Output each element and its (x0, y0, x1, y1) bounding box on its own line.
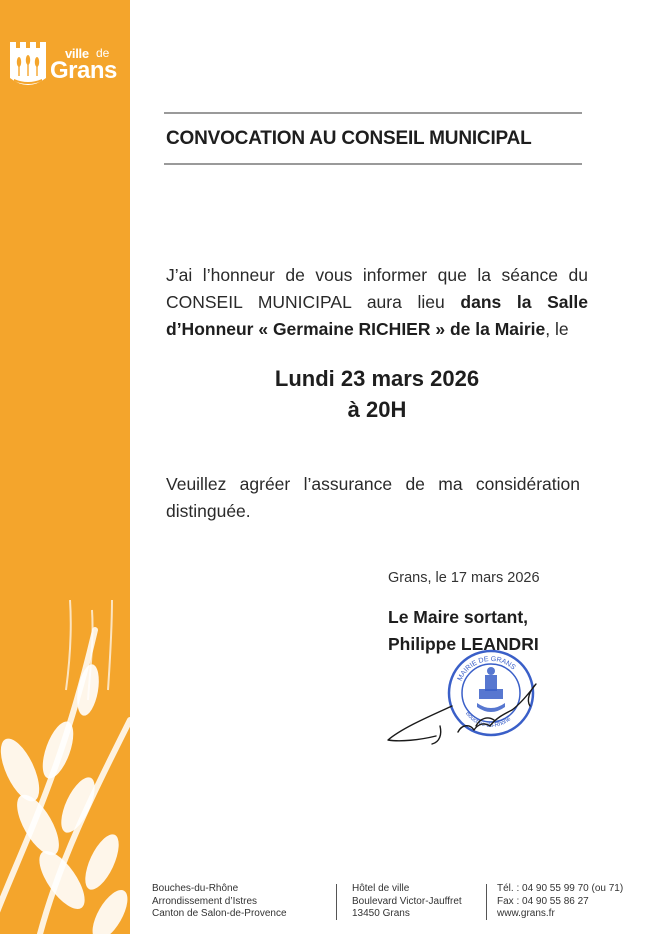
footer-street: Boulevard Victor-Jauffret (352, 895, 462, 907)
mayor-role: Le Maire sortant, (388, 607, 529, 627)
paragraph-line-1: J’ai l’honneur de vous informer que la séance du (166, 265, 588, 285)
logo-grans-text: Grans (50, 57, 117, 84)
mayor-name: Philippe LEANDRI (388, 634, 539, 654)
paragraph-line-3-bold: d’Honneur « Germaine RICHIER » de la Mairie (166, 319, 546, 339)
footer-region (152, 883, 287, 921)
footer-department: Bouches-du-Rhône (152, 883, 239, 894)
paragraph-line-2: CONSEIL MUNICIPAL aura lieu (166, 292, 461, 312)
footer-divider-1 (336, 884, 337, 920)
invitation-paragraph (166, 262, 588, 343)
logo-ville-text: ville (65, 46, 89, 61)
meeting-date: Lundi 23 mars 2026 (274, 366, 480, 391)
document-title: CONVOCATION AU CONSEIL MUNICIPAL (166, 128, 532, 149)
seal-top-text: MAIRIE DE GRANS (456, 655, 517, 683)
logo-de-text: de (96, 46, 110, 60)
meeting-time: à 20H (347, 397, 407, 422)
footer-fax: Fax : 04 90 55 86 27 (497, 895, 589, 907)
footer-arrondissement: Arrondissement d’Istres (152, 895, 258, 907)
footer-website[interactable]: www.grans.fr (497, 908, 555, 919)
footer-phone: Tél. : 04 90 55 99 70 (ou 71) (497, 883, 624, 894)
title-rule-bottom (164, 163, 582, 165)
footer-town-hall: Hôtel de ville (352, 883, 410, 894)
title-rule-top (164, 112, 582, 114)
handwritten-signature (380, 670, 540, 750)
footer-postcode: 13450 Grans (352, 908, 410, 919)
footer-divider-2 (486, 884, 487, 920)
wheat-illustration (0, 600, 130, 934)
footer-contact (497, 883, 623, 921)
footer-address (352, 883, 462, 921)
closing-formula: Veuillez agréer l’assurance de ma considération distinguée. (166, 474, 580, 521)
side-band (0, 0, 130, 934)
place-and-date: Grans, le 17 mars 2026 (388, 570, 540, 586)
paragraph-line-2-bold: dans la Salle (460, 292, 588, 312)
footer-canton: Canton de Salon-de-Provence (152, 908, 287, 919)
paragraph-line-3-end: , le (545, 319, 569, 339)
seal-bottom-text: Bouches-du-Rhône (463, 710, 513, 730)
